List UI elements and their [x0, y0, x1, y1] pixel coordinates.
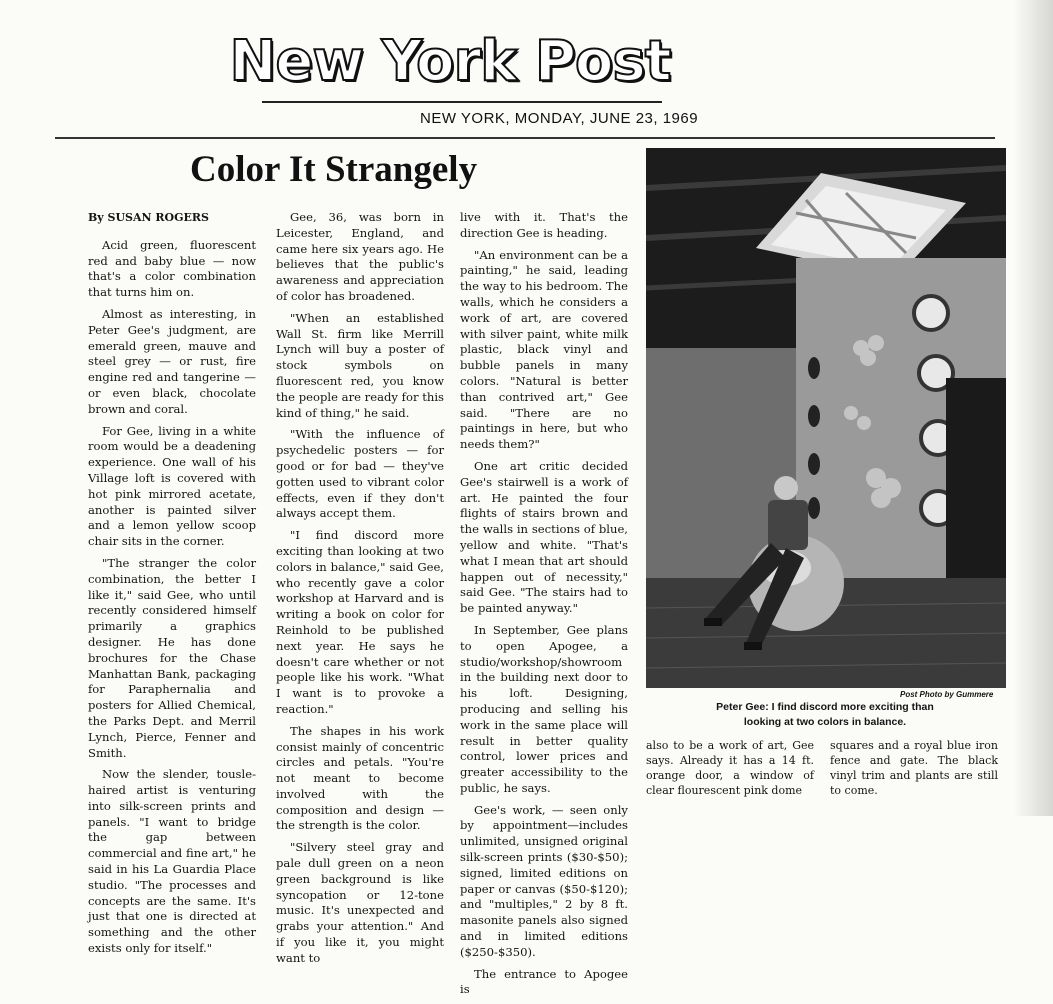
- paragraph: "When an established Wall St. firm like Merrill Lynch will buy a poster of stock symbols on fluorescent red, you know the people are ready for this kind of thing," he said.: [276, 310, 444, 420]
- paragraph: The shapes in his work consist mainly of concentric circles and petals. "You're not meant to become involved with the composition and design — the strength is the color.: [276, 723, 444, 833]
- header-rule: [55, 137, 995, 139]
- photo-peter-gee: [646, 148, 1006, 688]
- paragraph: For Gee, living in a white room would be a deadening experience. One wall of his Village loft is covered with hot pink mirrored acetate, another is painted silver and a lemon yellow scoop chair sits in the corner.: [88, 423, 256, 549]
- paragraph: "Silvery steel gray and pale dull green on a neon green background is like syncopation or 12-tone music. It's unexpected and grabs your attention." And if you like it, you might want to: [276, 840, 444, 965]
- paragraph: "With the influence of psychedelic posters — for good or for bad — they've gotten used to vibrant color effects, even if they don't always accept them.: [276, 427, 444, 521]
- paragraph: also to be a work of art, Gee says. Already it has a 14 ft. orange door, a window of clear flourescent pink dome: [646, 739, 814, 797]
- paragraph: In September, Gee plans to open Apogee, a studio/workshop/showroom in the building next door to his loft. Designing, producing and selling his work in the same place will result in better quality control, lower prices and greater accessibility to the public, he says.: [460, 622, 628, 795]
- paragraph: The entrance to Apogee is: [460, 966, 628, 997]
- paragraph: Gee's work, — seen only by appointment—includes unlimited, unsigned original silk-screen prints ($30-$50); signed, limited editions on paper or canvas ($50-$120); and "multiples," 2 by 8 ft. masonite panels also signed and in limited editions ($250-$350).: [460, 802, 628, 959]
- paragraph: Gee, 36, was born in Leicester, England, and came here six years ago. He believes that the public's awareness and appreciation of color has broadened.: [276, 210, 444, 303]
- masthead-title: New York Post: [229, 29, 671, 94]
- paragraph: Almost as interesting, in Peter Gee's judgment, are emerald green, mauve and steel grey — or rust, fire engine red and tangerine — or even black, chocolate brown and coral.: [88, 306, 256, 416]
- photo-credit: Post Photo by Gummere: [900, 690, 994, 699]
- article-column-3: [460, 210, 628, 1004]
- loft-photo-illustration: [646, 148, 1006, 688]
- paragraph: "An environment can be a painting," he said, leading the way to his bedroom. The walls, which he considers a work of art, are covered with silver paint, white milk plastic, black vinyl and bubble panels in many colors. "Natural is better than contrived art," Gee said. "There are no paintings in here, but who needs them?": [460, 247, 628, 452]
- scan-edge-shadow: [1013, 0, 1053, 816]
- byline: By SUSAN ROGERS: [88, 211, 210, 224]
- article-column-5: [830, 738, 998, 804]
- article-column-1: [88, 210, 256, 963]
- photo-caption: Peter Gee: I find discord more exciting than looking at two colors in balance.: [716, 701, 934, 728]
- dateline: NEW YORK, MONDAY, JUNE 23, 1969: [420, 110, 699, 127]
- paragraph: squares and a royal blue iron fence and gate. The black vinyl trim and plants are still to come.: [830, 739, 998, 797]
- paragraph: Now the slender, tousle-haired artist is venturing into silk-screen prints and panels. "I want to bridge the gap between commercial and fine art," he said in his La Guardia Place studio. "The processes and concepts are the same. It's just that one is directed at something and the other exists only for itself.": [88, 767, 256, 956]
- paragraph: "The stranger the color combination, the better I like it," said Gee, who until recently considered himself primarily a graphics designer. He has done brochures for the Chase Manhattan Bank, packaging for Paraphernalia and posters for Allied Chemical, the Parks Dept. and Merril Lynch, Pierce, Fenner and Smith.: [88, 555, 256, 760]
- paragraph: "I find discord more exciting than looking at two colors in balance," said Gee, who recently gave a color workshop at Harvard and is writing a book on color for Reinhold to be published next year. He says he doesn't care whether or not people like his work. "What I want is to provoke a reaction.": [276, 528, 444, 716]
- headline: Color It Strangely: [190, 149, 478, 190]
- paragraph: One art critic decided Gee's stairwell is a work of art. He painted the four flights of stairs brown and the walls in sections of blue, yellow and white. "That's what I mean that art should happen out of necessity," said Gee. "The stairs had to be painted anyway.": [460, 458, 628, 616]
- paragraph: live with it. That's the direction Gee is heading.: [460, 210, 628, 240]
- article-column-4: [646, 738, 814, 804]
- masthead-rule: [262, 101, 662, 103]
- paragraph: Acid green, fluorescent red and baby blue — now that's a color combination that turns him on.: [88, 237, 256, 300]
- article-column-2: [276, 210, 444, 973]
